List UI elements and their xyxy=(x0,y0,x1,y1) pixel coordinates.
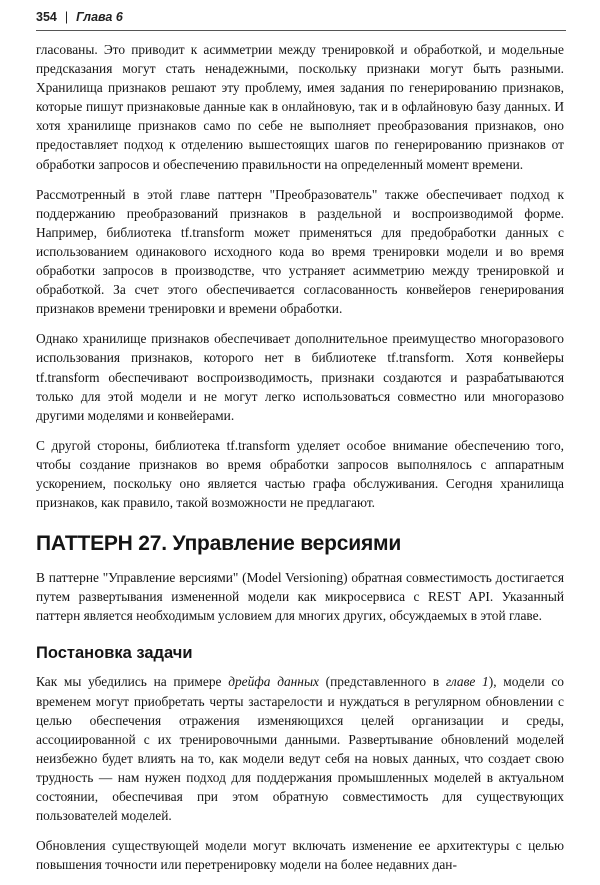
paragraph-1: гласованы. Это приводит к асимметрии между тренировкой и обработкой, и модельные предсказания могут стать ненадежными, поскольку признаки могут быть разными. Хранилища признаков решают эту проблему, имея задания по генерированию признаков, которые пишут признаковые данные как в онлайновую, так и в офлайновую базу данных. И хотя хранилище признаков само по себе не выполняет преобразования признаков, оно предоставляет подход к отделению вышестоящих шагов по генерированию признаков от обработки запросов и обеспечению правильности на определенный момент времени. xyxy=(36,42,564,172)
paragraph-6 xyxy=(36,672,564,825)
page-body xyxy=(36,40,564,885)
paragraph-3: Однако хранилище признаков обеспечивает дополнительное преимущество многоразового использования признаков, которого нет в библиотеке tf.transform. Хотя конвейеры tf.transform обеспечивают воспроизводимость, признаки создаются и разрабатываются только для этой модели и не могут легко использоваться совместно или многоразово другими моделями и конвейерами. xyxy=(36,331,564,423)
paragraph-6-part-b: (представленного в xyxy=(318,674,446,690)
header-separator: | xyxy=(64,10,69,24)
paragraph-5: В паттерне "Управление версиями" (Model Versioning) обратная совместимость достигается путем развертывания измененной модели как микросервиса с REST API. Указанный паттерн является необходимым условием для многих других, обсуждаемых в этой главе. xyxy=(36,570,564,624)
paragraph-6-part-c: ), модели со временем могут приобретать черты застарелости и нуждаться в регулярном обновлении с целью обеспечения отражения изменяющихся целей организации и среды, ассоциированной с их тренировочными данными. Развертывание обновлений моделей неизбежно будет влиять на то, как модели ведут себя на новых данных, что создает свою трудность — нам нужен подход для поддержания промышленных моделей в актуальном состоянии, обеспечивая при этом обратную совместимость для существующих пользователей моделей. xyxy=(36,674,565,824)
paragraph-6-part-a: Как мы убедились на примере xyxy=(36,674,229,690)
paragraph-4: С другой стороны, библиотека tf.transform уделяет особое внимание обеспечению того, чтобы создание признаков во время обработки запросов выполнялось с аппаратным ускорением, поскольку оно является частью графа обслуживания. Сегодня хранилища признаков, как правило, такой возможности не предлагают. xyxy=(36,437,564,511)
paragraph-2: Рассмотренный в этой главе паттерн "Преобразователь" также обеспечивает подход к поддержанию преобразований признаков в раздельной и воспроизводимой форме. Например, библиотека tf.transform может применяться для предобработки данных с использованием одинакового исходного кода во время тренировки модели и во время обработки запросов в производстве, что устраняет асимметрию между тренировкой и обработкой. За счет этого обеспечивается согласованность конвейеров генерирования признаков времени тренировки и времени обработки. xyxy=(36,186,564,317)
chapter-label: Глава 6 xyxy=(76,10,123,24)
running-header xyxy=(36,10,123,24)
pattern-heading: ПАТТЕРН 27. Управление версиями xyxy=(36,532,402,556)
chapter-reference: главе 1 xyxy=(445,674,489,690)
term-data-drift: дрейфа данных xyxy=(228,674,319,690)
section-heading: Постановка задачи xyxy=(36,644,193,663)
header-rule xyxy=(36,30,566,31)
page-number: 354 xyxy=(36,10,57,24)
paragraph-7: Обновления существующей модели могут включать изменение ее архитектуры с целью повышения точности или перетренировку модели на более недавних дан- xyxy=(36,838,564,873)
